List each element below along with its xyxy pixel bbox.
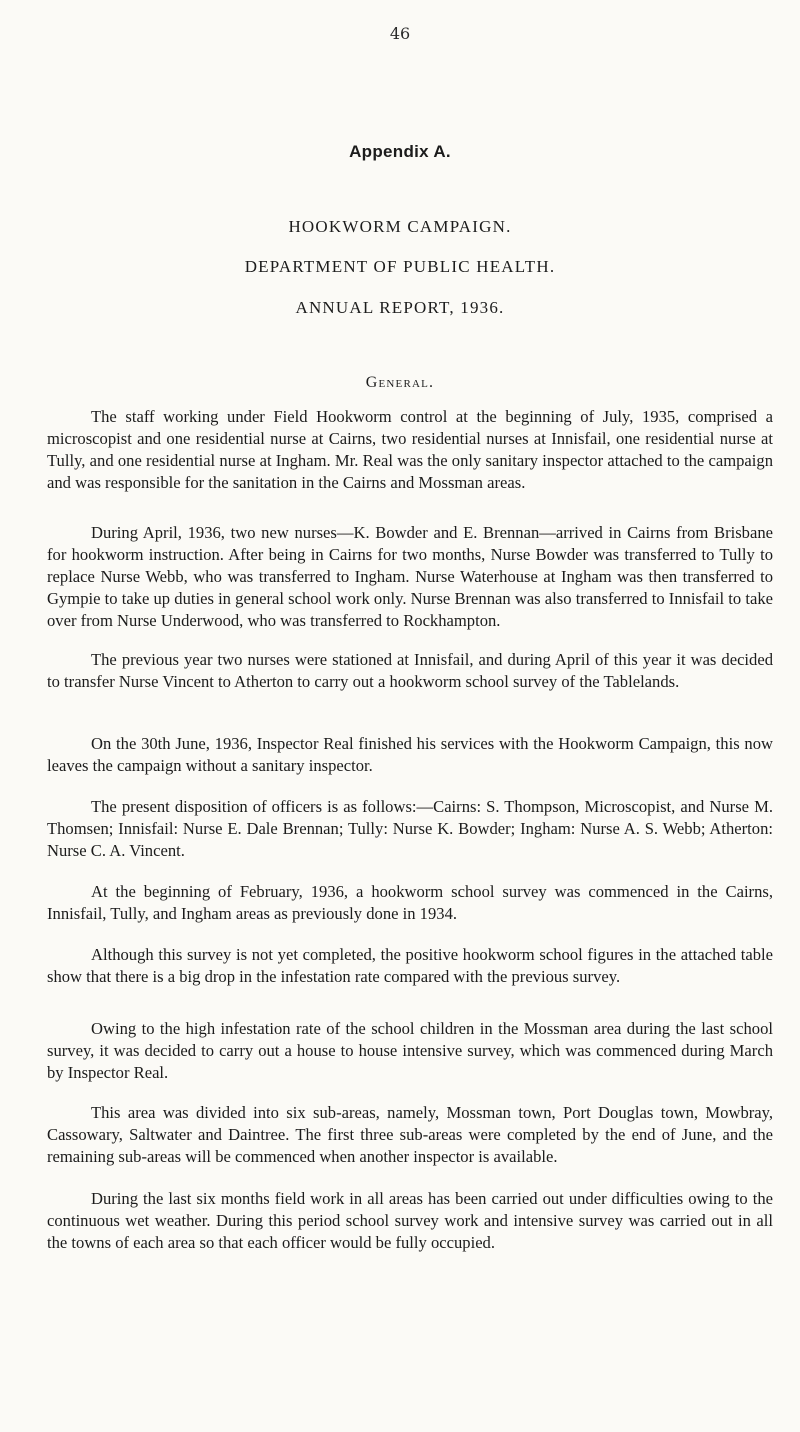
paragraph: The present disposition of officers is as follows:—Cairns: S. Thompson, Microscopist, and Nurse M. Thomsen; Innisfail: Nurse E. Dale Brennan; Tully: Nurse K. Bowder; Ingham: Nurse A. S. Webb; Atherton: Nurse C. A. Vincent. [47,797,773,860]
department-title: DEPARTMENT OF PUBLIC HEALTH. [244,257,556,276]
report-title: HOOKWORM CAMPAIGN. [288,217,512,236]
paragraph: Owing to the high infestation rate of the school children in the Mossman area during the last school survey, it was decided to carry out a house to house intensive survey, which was commenced during March by Inspector Real. [47,1019,773,1082]
paragraph: On the 30th June, 1936, Inspector Real finished his services with the Hookworm Campaign, this now leaves the campaign without a sanitary inspector. [47,734,773,775]
paragraph: The previous year two nurses were stationed at Innisfail, and during April of this year it was decided to transfer Nurse Vincent to Atherton to carry out a hookworm school survey of the Tablelands. [47,650,773,691]
annual-report-title: ANNUAL REPORT, 1936. [295,298,505,317]
paragraph: The staff working under Field Hookworm control at the beginning of July, 1935, comprised a microscopist and one residential nurse at Cairns, two residential nurses at Innisfail, one residential nurse at Tully, and one residential nurse at Ingham. Mr. Real was the only sanitary inspector attached to the campaign and was responsible for the sanitation in the Cairns and Mossman areas. [47,407,773,492]
paragraph: This area was divided into six sub-areas, namely, Mossman town, Port Douglas town, Mowbray, Cassowary, Saltwater and Daintree. The first three sub-areas were completed by the end of June, and the remaining sub-areas will be commenced when another inspector is available. [47,1103,773,1166]
page-number: 46 [389,24,411,43]
paragraph: Although this survey is not yet completed, the positive hookworm school figures in the attached table show that there is a big drop in the infestation rate compared with the previous survey. [47,945,773,986]
paragraph: At the beginning of February, 1936, a hookworm school survey was commenced in the Cairns, Innisfail, Tully, and Ingham areas as previously done in 1934. [47,882,773,923]
paragraph: During April, 1936, two new nurses—K. Bowder and E. Brennan—arrived in Cairns from Brisbane for hookworm instruction. After being in Cairns for two months, Nurse Bowder was transferred to Tully to replace Nurse Webb, who was transferred to Ingham. Nurse Waterhouse at Ingham was then transferred to Gympie to take up duties in general school work only. Nurse Brennan was also transferred to Innisfail to take over from Nurse Underwood, who was transferred to Rockhampton. [47,523,773,630]
appendix-label: Appendix A. [349,142,451,161]
paragraph: During the last six months field work in all areas has been carried out under difficulties owing to the continuous wet weather. During this period school survey work and intensive survey was carried out in all the towns of each area so that each officer would be fully occupied. [47,1189,773,1252]
section-heading: General. [365,374,435,391]
